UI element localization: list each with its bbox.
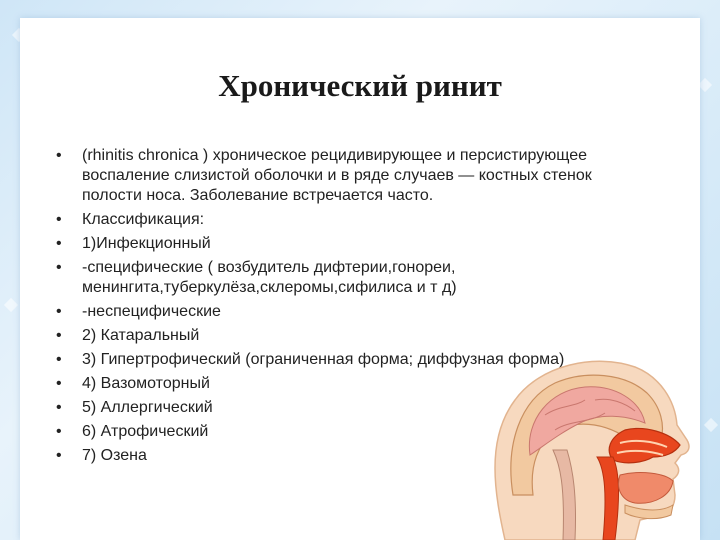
list-item: • -специфические ( возбудитель дифтерии,гонореи, менингита,туберкулёза,склеромы,сифилиса и т д): [56, 259, 457, 296]
list-item: • 7) Озена: [56, 447, 147, 464]
list-item: • 2) Катаральный: [56, 327, 200, 344]
list-item: • -неспецифические: [56, 303, 221, 320]
bullet-icon: •: [56, 147, 62, 164]
slide-title: Хронический ринит: [218, 68, 502, 103]
list-item: • 4) Вазомоторный: [56, 375, 210, 392]
head-sagittal-anatomy-illustration: [475, 345, 695, 540]
list-item: • (rhinitis chronica ) хроническое рецидивирующее и персистирующее воспаление слизистой оболочки и в ряде случаев — костных стенок полости носа. Заболевание встречается часто.: [56, 147, 592, 204]
list-item: • 3) Гипертрофический (ограниченная форма; диффузная форма): [56, 351, 565, 368]
background-sparkle: [4, 298, 18, 312]
list-item: • Классификация:: [56, 211, 205, 228]
bullet-icon: •: [56, 327, 62, 344]
bullet-icon: •: [56, 303, 62, 320]
bullet-icon: •: [56, 351, 62, 368]
background-sparkle: [704, 418, 718, 432]
bullet-icon: •: [56, 259, 62, 276]
list-item: • 6) Атрофический: [56, 423, 209, 440]
bullet-icon: •: [56, 235, 62, 252]
bullet-icon: •: [56, 211, 62, 228]
bullet-icon: •: [56, 375, 62, 392]
bullet-icon: •: [56, 423, 62, 440]
bullet-icon: •: [56, 447, 62, 464]
bullet-icon: •: [56, 399, 62, 416]
background-sparkle: [698, 78, 712, 92]
list-item: • 1)Инфекционный: [56, 235, 211, 252]
list-item: • 5) Аллергический: [56, 399, 213, 416]
